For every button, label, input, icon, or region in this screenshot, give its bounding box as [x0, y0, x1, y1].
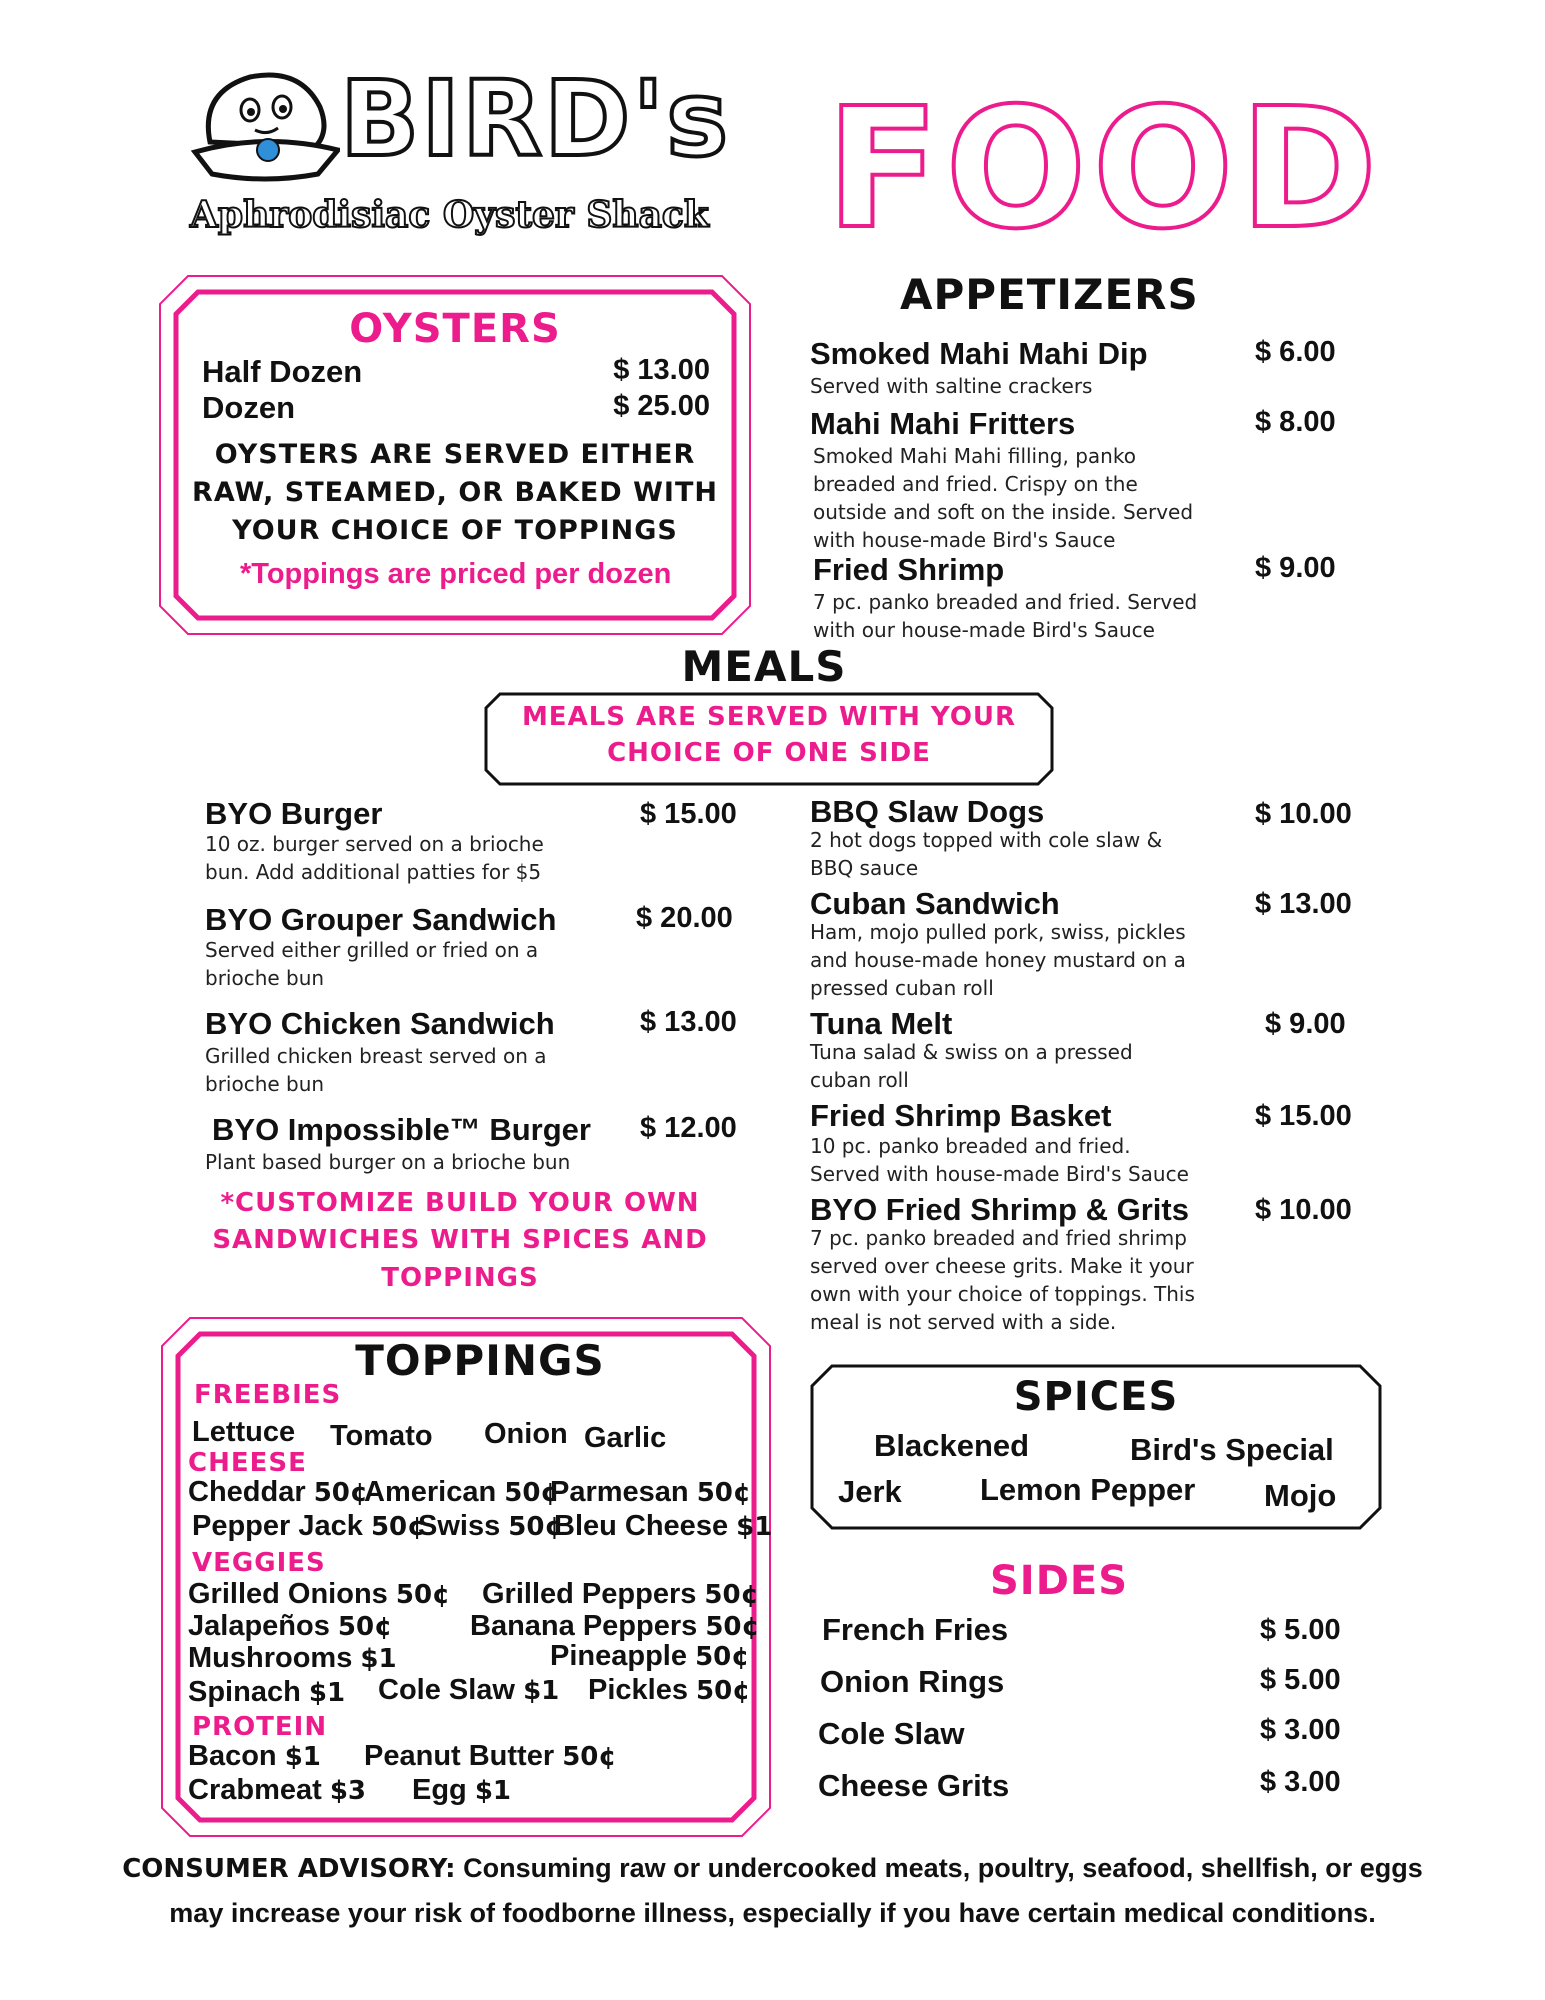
meals-title: MEALS: [681, 642, 847, 691]
topping-item: Grilled Peppers 50¢: [482, 1578, 759, 1610]
customize-note: *CUSTOMIZE BUILD YOUR OWN: [220, 1188, 700, 1218]
side-price: $ 3.00: [1260, 1766, 1341, 1798]
meal-name: Tuna Melt: [810, 1006, 953, 1041]
spices-title: SPICES: [1013, 1374, 1179, 1420]
meal-desc: 2 hot dogs topped with cole slaw &: [810, 828, 1163, 852]
oyster-mascot-icon: [190, 62, 340, 182]
appetizer-desc: outside and soft on the inside. Served: [813, 500, 1194, 524]
topping-item: Mushrooms $1: [188, 1642, 397, 1674]
meal-desc: Served with house-made Bird's Sauce: [810, 1162, 1189, 1186]
oysters-note: RAW, STEAMED, OR BAKED WITH: [192, 477, 718, 508]
meal-price: $ 12.00: [640, 1112, 737, 1144]
cheese-label: CHEESE: [188, 1448, 307, 1478]
meal-price: $ 10.00: [1255, 798, 1352, 830]
oysters-item-price: $ 13.00: [613, 354, 710, 386]
topping-item: Egg $1: [412, 1774, 512, 1806]
appetizer-price: $ 8.00: [1255, 406, 1336, 438]
advisory-line-2: may increase your risk of foodborne illness, especially if you have certain medical conditions.: [169, 1898, 1376, 1928]
meal-desc: Ham, mojo pulled pork, swiss, pickles: [810, 920, 1186, 944]
appetizer-desc: with house-made Bird's Sauce: [813, 528, 1116, 552]
topping-item: Peanut Butter 50¢: [364, 1740, 617, 1772]
meal-desc: pressed cuban roll: [810, 976, 994, 1000]
oysters-box: [158, 274, 752, 636]
sides-title: SIDES: [990, 1558, 1129, 1604]
page-title: FOOD: [826, 73, 1384, 266]
advisory-label: CONSUMER ADVISORY:: [122, 1854, 456, 1884]
meal-price: $ 13.00: [1255, 888, 1352, 920]
consumer-advisory: [0, 1846, 1545, 1935]
meal-name: Fried Shrimp Basket: [810, 1098, 1112, 1133]
topping-item: Garlic: [584, 1422, 667, 1454]
topping-item: Crabmeat $3: [188, 1774, 367, 1806]
topping-item: Spinach $1: [188, 1676, 346, 1708]
meals-note-box: [484, 692, 1054, 786]
freebies-label: FREEBIES: [194, 1380, 342, 1410]
customize-note: SANDWICHES WITH SPICES AND: [212, 1225, 708, 1255]
meal-name: BBQ Slaw Dogs: [810, 794, 1045, 829]
topping-item: Bleu Cheese $1: [554, 1510, 773, 1542]
oysters-note: YOUR CHOICE OF TOPPINGS: [232, 515, 678, 546]
logo-name: BIRD's: [340, 58, 731, 180]
side-name: Cole Slaw: [818, 1716, 965, 1751]
logo-tagline: Aphrodisiac Oyster Shack: [190, 194, 709, 236]
spice-item: Lemon Pepper: [980, 1472, 1196, 1507]
meal-desc: served over cheese grits. Make it your: [810, 1254, 1194, 1278]
spice-item: Mojo: [1264, 1478, 1337, 1513]
topping-item: Grilled Onions 50¢: [188, 1578, 451, 1610]
oysters-item-name: Half Dozen: [202, 354, 363, 389]
meal-price: $ 9.00: [1265, 1008, 1346, 1040]
logo: [190, 58, 731, 242]
topping-item: Pineapple 50¢: [550, 1640, 750, 1672]
meal-price: $ 10.00: [1255, 1194, 1352, 1226]
meals-note: CHOICE OF ONE SIDE: [607, 738, 931, 768]
appetizer-desc: with our house-made Bird's Sauce: [813, 618, 1155, 642]
meal-name: BYO Burger: [205, 796, 383, 831]
meal-price: $ 13.00: [640, 1006, 737, 1038]
side-name: Onion Rings: [820, 1664, 1005, 1699]
veggies-label: VEGGIES: [192, 1548, 326, 1578]
topping-item: American 50¢: [364, 1476, 559, 1508]
appetizer-desc: 7 pc. panko breaded and fried. Served: [813, 590, 1198, 614]
appetizer-name: Smoked Mahi Mahi Dip: [810, 336, 1148, 371]
meal-desc: Tuna salad & swiss on a pressed: [810, 1040, 1133, 1064]
appetizer-name: Fried Shrimp: [813, 552, 1005, 587]
appetizer-price: $ 9.00: [1255, 552, 1336, 584]
meal-desc: BBQ sauce: [810, 856, 919, 880]
protein-label: PROTEIN: [192, 1712, 328, 1742]
appetizers-title: APPETIZERS: [900, 270, 1199, 319]
meal-desc: brioche bun: [205, 1072, 325, 1096]
customize-note: TOPPINGS: [381, 1263, 539, 1293]
meal-desc: Served either grilled or fried on a: [205, 938, 539, 962]
spice-item: Blackened: [874, 1428, 1030, 1463]
meal-desc: cuban roll: [810, 1068, 909, 1092]
topping-item: Bacon $1: [188, 1740, 321, 1772]
meal-desc: brioche bun: [205, 966, 325, 990]
meal-name: BYO Impossible™ Burger: [212, 1112, 591, 1147]
topping-item: Cole Slaw $1: [378, 1674, 560, 1706]
toppings-title: TOPPINGS: [355, 1336, 605, 1385]
meal-desc: 7 pc. panko breaded and fried shrimp: [810, 1226, 1187, 1250]
meal-price: $ 20.00: [636, 902, 733, 934]
spice-item: Jerk: [838, 1474, 902, 1509]
meal-desc: own with your choice of toppings. This: [810, 1282, 1195, 1306]
meal-desc: Grilled chicken breast served on a: [205, 1044, 547, 1068]
topping-item: Pepper Jack 50¢: [192, 1510, 426, 1542]
topping-item: Jalapeños 50¢: [188, 1610, 393, 1642]
meal-name: BYO Fried Shrimp & Grits: [810, 1192, 1189, 1227]
meal-name: BYO Grouper Sandwich: [205, 902, 557, 937]
meal-desc: meal is not served with a side.: [810, 1310, 1117, 1334]
spice-item: Bird's Special: [1130, 1432, 1334, 1467]
advisory-text: Consuming raw or undercooked meats, poultry, seafood, shellfish, or eggs: [463, 1853, 1423, 1883]
meal-price: $ 15.00: [1255, 1100, 1352, 1132]
toppings-box: [160, 1316, 772, 1838]
meal-desc: Plant based burger on a brioche bun: [205, 1150, 571, 1174]
oysters-title: OYSTERS: [349, 306, 561, 352]
side-price: $ 5.00: [1260, 1664, 1341, 1696]
topping-item: Banana Peppers 50¢: [470, 1610, 760, 1642]
side-name: Cheese Grits: [818, 1768, 1010, 1803]
topping-item: Swiss 50¢: [418, 1510, 563, 1542]
meals-note: MEALS ARE SERVED WITH YOUR: [521, 702, 1017, 732]
oysters-item-price: $ 25.00: [613, 390, 710, 422]
topping-item: Tomato: [330, 1420, 433, 1452]
toppings-price-note: *Toppings are priced per dozen: [240, 558, 672, 590]
topping-item: Lettuce: [192, 1416, 296, 1448]
side-name: French Fries: [822, 1612, 1009, 1647]
topping-item: Parmesan 50¢: [550, 1476, 751, 1508]
topping-item: Pickles 50¢: [588, 1674, 751, 1706]
appetizer-desc: Served with saltine crackers: [810, 374, 1093, 398]
topping-item: Onion: [484, 1418, 568, 1450]
appetizer-name: Mahi Mahi Fritters: [810, 406, 1076, 441]
appetizer-desc: Smoked Mahi Mahi filling, panko: [813, 444, 1136, 468]
meal-desc: bun. Add additional patties for $5: [205, 860, 542, 884]
meal-desc: 10 pc. panko breaded and fried.: [810, 1134, 1131, 1158]
oysters-item-name: Dozen: [202, 390, 295, 425]
side-price: $ 3.00: [1260, 1714, 1341, 1746]
topping-item: Cheddar 50¢: [188, 1476, 368, 1508]
meal-desc: 10 oz. burger served on a brioche: [205, 832, 544, 856]
appetizer-desc: breaded and fried. Crispy on the: [813, 472, 1138, 496]
oysters-note: OYSTERS ARE SERVED EITHER: [214, 439, 696, 470]
appetizer-price: $ 6.00: [1255, 336, 1336, 368]
side-price: $ 5.00: [1260, 1614, 1341, 1646]
meal-name: Cuban Sandwich: [810, 886, 1060, 921]
meal-desc: and house-made honey mustard on a: [810, 948, 1186, 972]
advisory-line-1: [0, 1846, 1545, 1891]
meal-name: BYO Chicken Sandwich: [205, 1006, 555, 1041]
meal-price: $ 15.00: [640, 798, 737, 830]
spices-box: [810, 1364, 1382, 1530]
